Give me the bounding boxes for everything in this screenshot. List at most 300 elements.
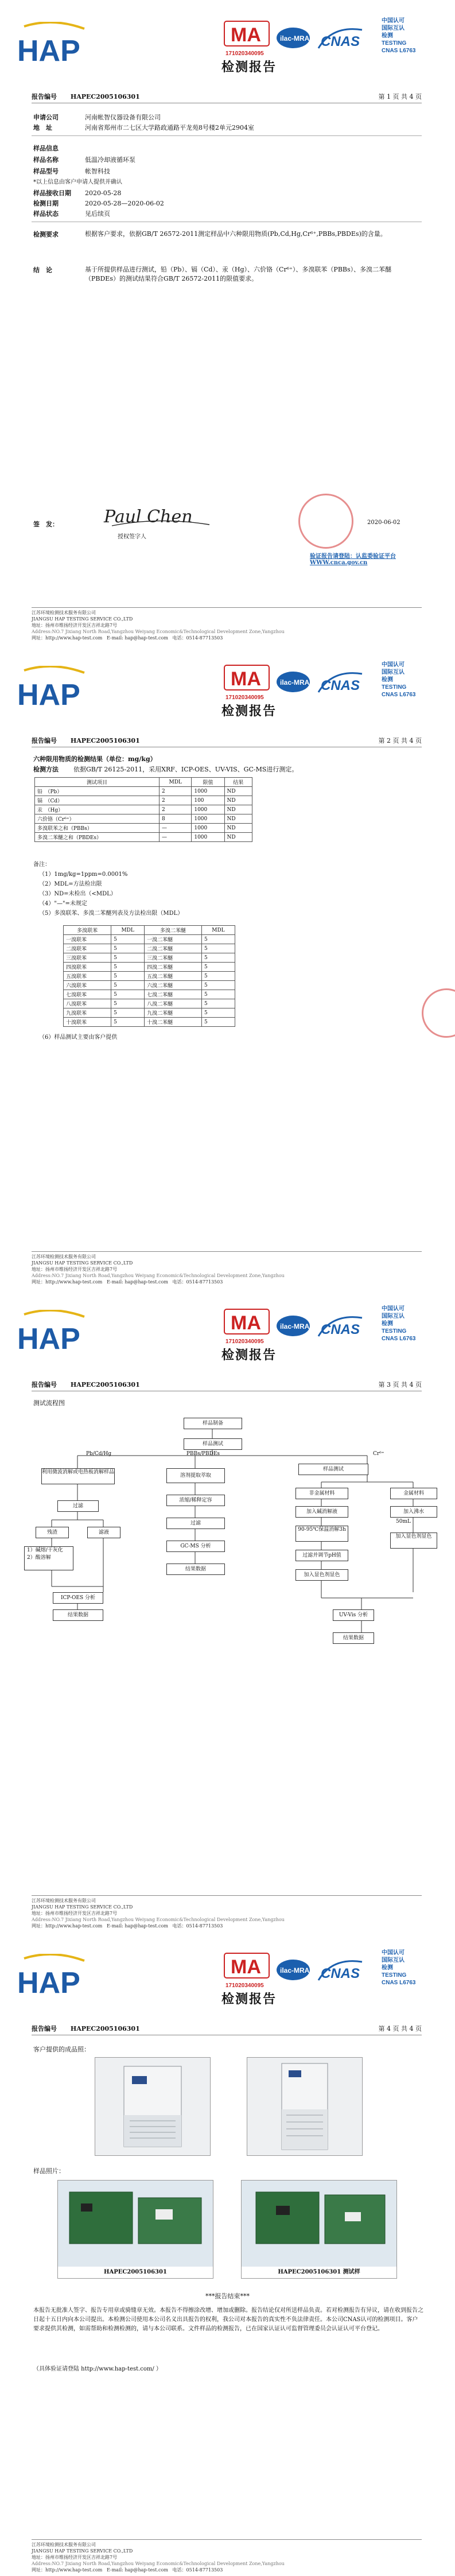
table-cell: 十溴二苯醚 <box>145 1018 202 1027</box>
cnas-line: CNAS L6763 <box>382 48 416 54</box>
photo-caption: HAPEC2005106301 测试样 <box>242 2267 396 2278</box>
svg-text:CNAS: CNAS <box>321 1322 360 1337</box>
table-cell: 5 <box>201 972 235 981</box>
flow-node-conc: 浓缩/稀释定容 <box>166 1495 225 1506</box>
table-cell: ND <box>224 814 252 824</box>
cnas-line: TESTING <box>382 1328 407 1334</box>
volume-label: 50mL <box>396 1519 411 1524</box>
cnas-line: 国际互认 <box>382 669 405 676</box>
report-end-mark: ***报告结束*** <box>205 2292 250 2300</box>
page-footer <box>32 2539 422 2573</box>
svg-text:MA: MA <box>231 668 261 690</box>
footer-company: 江苏环境检测技术服务有限公司 <box>32 2542 96 2547</box>
method-value: 依据GB/T 26125-2011，采用XRF、ICP-OES、UV-VIS、GC-MS进行测定。 <box>73 766 298 773</box>
branch-label: Pb/Cd/Hg <box>86 1451 112 1457</box>
cnas-line: TESTING <box>382 684 407 690</box>
cnas-line: 国际互认 <box>382 1957 405 1964</box>
table-cell: 5 <box>201 999 235 1008</box>
footer-company: 江苏环境检测技术服务有限公司 <box>32 1254 96 1259</box>
footer-address: 地址：扬州市维扬经济开发区吉祥北路7号 <box>32 1267 118 1272</box>
cnas-line: CNAS L6763 <box>382 692 416 698</box>
table-cell: 汞 （Hg） <box>35 805 160 814</box>
table-cell: 5 <box>201 944 235 953</box>
report-number-line <box>32 2024 422 2035</box>
svg-text:ilac-MRA: ilac-MRA <box>280 1322 310 1330</box>
footer-company-en: JIANGSU HAP TESTING SERVICE CO.,LTD <box>32 1260 133 1266</box>
status-value: 见后续页 <box>85 210 110 218</box>
table-cell: 1000 <box>192 833 224 842</box>
table-cell: 1000 <box>192 824 224 833</box>
table-row <box>35 805 252 814</box>
footer-tel: 电话：0514-87713503 <box>172 1279 223 1285</box>
footer-web[interactable]: 网址：http://www.hap-test.com <box>32 1923 103 1929</box>
svg-text:MA: MA <box>231 1312 261 1334</box>
flow-node-prep: 样品制备 <box>184 1418 242 1429</box>
col-header: MDL <box>111 926 145 935</box>
cnas-line: 检测 <box>382 33 393 39</box>
cma-code: 171020340095 <box>225 695 264 701</box>
col-header: 多溴二苯醚 <box>145 926 202 935</box>
report-no-label: 报告编号 <box>32 93 57 100</box>
table-row <box>64 953 235 963</box>
svg-text:HAP: HAP <box>17 1966 80 2000</box>
sample-photo-2 <box>241 2180 397 2279</box>
table-row <box>64 999 235 1008</box>
page-footer <box>32 607 422 641</box>
table-cell: 八溴联苯 <box>64 999 111 1008</box>
table-cell: 七溴联苯 <box>64 990 111 999</box>
col-header: 结果 <box>224 778 252 787</box>
recv-date-value: 2020-05-28 <box>85 189 122 197</box>
table-cell: ND <box>224 796 252 805</box>
address-label: 地 址 <box>33 124 52 131</box>
flow-node-boil: 加入沸水 <box>390 1506 437 1518</box>
table-row <box>64 981 235 990</box>
table-cell: 铅 （Pb） <box>35 787 160 796</box>
svg-text:HAP: HAP <box>17 1322 80 1356</box>
notes-block <box>33 860 183 918</box>
table-cell: 1000 <box>192 787 224 796</box>
col-header: 测试项目 <box>35 778 160 787</box>
table-cell: — <box>160 833 192 842</box>
cnas-logo-icon <box>315 669 365 695</box>
cnas-logo-icon <box>315 25 365 51</box>
hap-logo-icon <box>13 1310 90 1356</box>
report-no: HAPEC2005106301 <box>70 737 140 744</box>
table-cell: 8 <box>160 814 192 824</box>
table-row <box>64 972 235 981</box>
footer-email[interactable]: E-mail: hap@hap-test.com <box>107 2567 168 2573</box>
conclusion-label: 结 论 <box>33 266 52 274</box>
col-header: MDL <box>160 778 192 787</box>
report-no-label: 报告编号 <box>32 1381 57 1388</box>
footer-address: 地址：扬州市维扬经济开发区吉祥北路7号 <box>32 2555 118 2560</box>
cma-code: 171020340095 <box>225 1983 264 1989</box>
flow-node-test: 样品测试 <box>184 1438 242 1450</box>
note-item: （2）MDL=方法检出限 <box>39 881 102 887</box>
table-cell: 2 <box>160 796 192 805</box>
note-item: （1）1mg/kg=1ppm=0.0001% <box>39 871 128 878</box>
table-cell: 5 <box>201 963 235 972</box>
report-number-line <box>32 736 422 747</box>
table-cell: 一溴联苯 <box>64 935 111 944</box>
applicant-label: 申请公司 <box>33 114 59 121</box>
table-cell: 5 <box>201 1008 235 1018</box>
status-row <box>33 209 110 218</box>
flow-node-icp: ICP-OES 分析 <box>53 1592 103 1604</box>
table-cell: 五溴联苯 <box>64 972 111 981</box>
cnas-line: 检测 <box>382 1321 393 1327</box>
divider <box>32 135 422 136</box>
page-number: 第 2 页 共 4 页 <box>378 737 422 744</box>
flow-node-alkali: 加入碱消解液 <box>295 1506 348 1518</box>
svg-text:HAP: HAP <box>17 678 80 712</box>
branch-label: PBBs/PBDEs <box>186 1451 220 1457</box>
page-header <box>0 1288 455 1380</box>
footer-company: 江苏环境检测技术服务有限公司 <box>32 1898 96 1903</box>
flow-node-digest: 利用微波消解或电热板消解样品 <box>41 1468 115 1484</box>
svg-text:ilac-MRA: ilac-MRA <box>280 1966 310 1974</box>
table-cell: 5 <box>111 972 145 981</box>
footer-email[interactable]: E-mail: hap@hap-test.com <box>107 1923 168 1929</box>
flow-node-metal: 金属材料 <box>390 1488 437 1499</box>
authorized-signer: 授权签字人 <box>118 534 146 540</box>
table-cell: ND <box>224 805 252 814</box>
chiller-unit-icon <box>95 2058 210 2155</box>
footer-address-en: Address:NO.7 Jixiang North Road,Yangzhou Weiyang Economic&Technological Development Zone,Yangzhou <box>32 1917 285 1922</box>
flow-node-residue-note: 1）碱熔/干灰化 2）酸溶解 <box>24 1546 73 1570</box>
table-cell: 六价铬（Cr⁶⁺） <box>35 814 160 824</box>
ilac-mra-icon <box>275 25 311 51</box>
page-footer <box>32 1251 422 1285</box>
report-title: 检测报告 <box>221 1992 277 2007</box>
pbb-pbde-table <box>63 925 235 1027</box>
footer-web[interactable]: 网址：http://www.hap-test.com <box>32 1279 103 1285</box>
report-page-3 <box>0 1288 455 1932</box>
method-row <box>33 765 412 774</box>
svg-text:CNAS: CNAS <box>321 678 360 693</box>
test-date-value: 2020-05-28—2020-06-02 <box>85 200 164 207</box>
table-cell: 四溴联苯 <box>64 963 111 972</box>
cma-code: 171020340095 <box>225 1339 264 1345</box>
table-cell: — <box>160 824 192 833</box>
cnas-accreditation-text <box>382 1949 415 1987</box>
table-row <box>64 990 235 999</box>
table-cell: 5 <box>201 990 235 999</box>
hap-logo-icon <box>13 666 90 712</box>
cnas-accreditation-text <box>382 1305 415 1343</box>
footer-address-en: Address:NO.7 Jixiang North Road,Yangzhou Weiyang Economic&Technological Development Zone,Yangzhou <box>32 629 285 634</box>
cnas-line: 中国认可 <box>382 1306 405 1312</box>
table-row <box>35 824 252 833</box>
table-cell: 多溴联苯之和（PBBs） <box>35 824 160 833</box>
flow-node-color: 加入显色剂显色 <box>390 1533 437 1549</box>
table-cell: ND <box>224 824 252 833</box>
flow-node-data: 结果数据 <box>333 1632 374 1644</box>
report-number-line <box>32 92 422 103</box>
table-cell: 5 <box>111 963 145 972</box>
table-cell: 1000 <box>192 805 224 814</box>
sample-photo-title: 样品照片： <box>33 2167 65 2175</box>
table-cell: 5 <box>111 953 145 963</box>
circuit-board-icon <box>242 2181 396 2267</box>
cnas-accreditation-text <box>382 17 415 55</box>
circuit-board-icon <box>58 2181 213 2267</box>
cnas-line: 检测 <box>382 1965 393 1971</box>
table-cell: 5 <box>111 999 145 1008</box>
sign-date: 2020-06-02 <box>367 519 400 526</box>
client-note: *以上信息由客户申请人提供并确认 <box>33 179 122 185</box>
recv-date-label: 样品接收日期 <box>33 189 71 197</box>
col-header: 多溴联苯 <box>64 926 111 935</box>
cnas-line: 检测 <box>382 677 393 683</box>
cnas-logo-icon <box>315 1313 365 1339</box>
report-title: 检测报告 <box>221 60 277 75</box>
report-no: HAPEC2005106301 <box>70 93 140 100</box>
footer-company-en: JIANGSU HAP TESTING SERVICE CO.,LTD <box>32 1904 133 1910</box>
page-number: 第 1 页 共 4 页 <box>378 93 422 100</box>
report-no-label: 报告编号 <box>32 737 57 744</box>
flow-node-color: 加入显色剂显色 <box>295 1569 348 1581</box>
flow-node-filtrate: 滤液 <box>87 1527 120 1538</box>
cnas-line: TESTING <box>382 40 407 46</box>
cma-code: 171020340095 <box>225 51 264 57</box>
table-cell: ND <box>224 787 252 796</box>
footer-tel: 电话：0514-87713503 <box>172 2567 223 2573</box>
cnas-line: CNAS L6763 <box>382 1980 416 1986</box>
cnas-line: 国际互认 <box>382 1313 405 1320</box>
signature-text: Paul Chen <box>104 507 193 527</box>
address-row <box>33 123 254 132</box>
report-number-line <box>32 1380 422 1391</box>
table-cell: 五溴二苯醚 <box>145 972 202 981</box>
table-cell: 多溴二苯醚之和（PBDEs） <box>35 833 160 842</box>
table-cell: 九溴二苯醚 <box>145 1008 202 1018</box>
sign-label: 签 发： <box>33 521 59 528</box>
table-cell: 5 <box>111 944 145 953</box>
sample-name-value: 低温冷却液循环泵 <box>85 156 135 164</box>
verify-link[interactable]: 验证报告请登陆：认监委验证平台 WWW.cnca.gov.cn <box>310 553 396 566</box>
table-cell: 七溴二苯醚 <box>145 990 202 999</box>
cnas-line: 中国认可 <box>382 18 405 24</box>
results-table <box>34 777 252 842</box>
report-no: HAPEC2005106301 <box>70 1381 140 1388</box>
table-cell: 5 <box>201 981 235 990</box>
note-item: （6）样品测试主要由客户提供 <box>39 1034 118 1041</box>
method-label: 检测方法 <box>33 766 59 773</box>
table-cell: 十溴联苯 <box>64 1018 111 1027</box>
sample-model-label: 样品型号 <box>33 168 59 175</box>
report-page-4 <box>0 1932 455 2576</box>
table-header-row <box>64 926 235 935</box>
svg-text:CNAS: CNAS <box>321 34 360 49</box>
table-row <box>35 796 252 805</box>
flow-node-gcms: GC-MS 分析 <box>166 1541 225 1552</box>
footer-web[interactable]: 网址：http://www.hap-test.com <box>32 2567 103 2573</box>
ilac-mra-icon <box>275 1313 311 1339</box>
table-cell: 2 <box>160 787 192 796</box>
flow-node-extract: 溶剂提取萃取 <box>166 1468 225 1483</box>
table-row <box>64 1008 235 1018</box>
svg-text:ilac-MRA: ilac-MRA <box>280 34 310 42</box>
page-header <box>0 644 455 736</box>
test-date-label: 检测日期 <box>33 200 59 207</box>
sample-model-value: 帐智科技 <box>85 168 110 175</box>
svg-text:MA: MA <box>231 24 261 46</box>
requirement-row <box>33 230 412 239</box>
table-cell: 九溴联苯 <box>64 1008 111 1018</box>
ilac-mra-icon <box>275 669 311 695</box>
footer-company-en: JIANGSU HAP TESTING SERVICE CO.,LTD <box>32 616 133 622</box>
cnas-line: 中国认可 <box>382 1950 405 1956</box>
customer-photo-title: 客户提供的成品照： <box>33 2046 90 2053</box>
table-cell: 5 <box>111 1008 145 1018</box>
table-cell: 八溴二苯醚 <box>145 999 202 1008</box>
table-cell: 2 <box>160 805 192 814</box>
table-cell: 5 <box>111 990 145 999</box>
svg-text:CNAS: CNAS <box>321 1966 360 1981</box>
cnas-logo-icon <box>315 1957 365 1983</box>
test-date-row <box>33 199 164 208</box>
footer-tel: 电话：0514-87713503 <box>172 635 223 641</box>
flow-node-test: 样品测试 <box>298 1464 368 1475</box>
table-cell: 5 <box>111 1018 145 1027</box>
report-page-2 <box>0 644 455 1288</box>
address-value: 河南省郑州市二七区大学路政通路平龙苑8号楼2单元2904室 <box>85 124 254 131</box>
hap-logo-icon <box>13 1954 90 2000</box>
report-title: 检测报告 <box>221 1348 277 1363</box>
disclaimer-text: 本报告无批准人签字、报告专用章或骑缝章无效。本报告不得擦涂改增、增加或删除。报告结论仅对所送样品负责。若对检测报告有异议，请在收到报告之日起十五日内向本公司提出。本检测公司使用本公司名义出具报告的权利，我公司对本报告的真实性不负法律责任。本公司CNAS认可的检测项目。客户要求提供其检测，如需帮助和检测检测的，请与本公司联系。文件样品的检测报告，已在国家认证认可监督管理委员会认证认可平台登记。 <box>33 2307 423 2332</box>
table-cell: 镉 （Cd） <box>35 796 160 805</box>
footer-company: 江苏环境检测技术服务有限公司 <box>32 610 96 615</box>
cnas-line: CNAS L6763 <box>382 1336 416 1342</box>
table-cell: 5 <box>201 953 235 963</box>
table-header-row <box>35 778 252 787</box>
cnas-line: 国际互认 <box>382 25 405 32</box>
flow-node-nonmetal: 非金属材料 <box>295 1488 348 1499</box>
svg-text:ilac-MRA: ilac-MRA <box>280 678 310 686</box>
flow-node-ph: 过滤并调节pH值 <box>295 1550 348 1561</box>
sample-name-row <box>33 155 135 164</box>
col-header: MDL <box>201 926 235 935</box>
flow-node-filter: 过滤 <box>166 1518 225 1529</box>
table-cell: 5 <box>111 935 145 944</box>
ilac-mra-icon <box>275 1957 311 1983</box>
table-row <box>64 963 235 972</box>
verify-site[interactable]: （具体验证请登陆 http://www.hap-test.com/ ） <box>33 2366 162 2372</box>
footer-email[interactable]: E-mail: hap@hap-test.com <box>107 635 168 641</box>
seal-icon <box>422 988 455 1038</box>
applicant-value: 河南帐智仪器设备有限公司 <box>85 114 161 121</box>
status-label: 样品状态 <box>33 210 59 218</box>
requirement-value: 根据客户要求，依据GB/T 26572-2011测定样品中六种限用物质(Pb,Cd,Hg,Cr⁶⁺,PBBs,PBDEs)的含量。 <box>85 230 387 238</box>
results-heading: 六种限用物质的检测结果（单位：mg/kg） <box>33 755 157 763</box>
applicant-row <box>33 112 161 122</box>
flow-node-data: 结果数据 <box>53 1609 103 1621</box>
report-title: 检测报告 <box>221 704 277 719</box>
table-cell: 二溴二苯醚 <box>145 944 202 953</box>
footer-web[interactable]: 网址：http://www.hap-test.com <box>32 635 103 641</box>
cma-mark-icon <box>224 1309 270 1334</box>
table-cell: 一溴二苯醚 <box>145 935 202 944</box>
table-cell: 六溴联苯 <box>64 981 111 990</box>
footer-tel: 电话：0514-87713503 <box>172 1923 223 1929</box>
flow-node-uv: UV-Vis 分析 <box>333 1609 374 1621</box>
cma-mark-icon <box>224 665 270 690</box>
page-number: 第 4 页 共 4 页 <box>378 2025 422 2032</box>
table-row <box>64 1018 235 1027</box>
page-header <box>0 0 455 92</box>
report-no-label: 报告编号 <box>32 2025 57 2032</box>
table-cell: 1000 <box>192 814 224 824</box>
notes-title: 备注： <box>33 862 50 868</box>
table-cell: 三溴二苯醚 <box>145 953 202 963</box>
footer-address-en: Address:NO.7 Jixiang North Road,Yangzhou Weiyang Economic&Technological Development Zone,Yangzhou <box>32 1273 285 1278</box>
footer-company-en: JIANGSU HAP TESTING SERVICE CO.,LTD <box>32 2548 133 2554</box>
note-item: （5）多溴联苯、多溴二苯醚列表及方法检出限（MDL） <box>39 910 184 917</box>
footer-address: 地址：扬州市维扬经济开发区吉祥北路7号 <box>32 1911 118 1916</box>
table-cell: 5 <box>201 1018 235 1027</box>
table-row <box>64 944 235 953</box>
report-seal-icon <box>298 494 353 549</box>
table-cell: ND <box>224 833 252 842</box>
cma-mark-icon <box>224 1953 270 1978</box>
table-cell: 三溴联苯 <box>64 953 111 963</box>
cnas-line: TESTING <box>382 1972 407 1978</box>
table-cell: 5 <box>111 981 145 990</box>
photo-caption: HAPEC2005106301 <box>58 2267 213 2278</box>
page-number: 第 3 页 共 4 页 <box>378 1381 422 1388</box>
table-row <box>35 787 252 796</box>
table-cell: 5 <box>201 935 235 944</box>
recv-date-row <box>33 188 121 197</box>
chiller-unit-icon <box>247 2058 362 2155</box>
report-no: HAPEC2005106301 <box>70 2025 140 2032</box>
note-item: （4）"—"=未规定 <box>39 901 87 907</box>
report-page-1 <box>0 0 455 644</box>
col-header: 限值 <box>192 778 224 787</box>
flow-node-heat: 90-95℃保温消解3h <box>295 1526 348 1542</box>
flow-node-filter: 过滤 <box>57 1500 99 1512</box>
conclusion-value: 基于所提供样品进行测试，铅（Pb）、镉（Cd）、汞（Hg）、六价铬（Cr⁶⁺）、多溴联苯（PBBs）、多溴二苯醚（PBDEs）的测试结果符合GB/T 26572-2011的限值要求。 <box>85 266 392 282</box>
page-header <box>0 1932 455 2024</box>
table-row <box>35 814 252 824</box>
table-cell: 二溴联苯 <box>64 944 111 953</box>
hap-logo-icon <box>13 22 90 68</box>
sample-model-row <box>33 166 110 176</box>
note-item: （3）ND=未检出（<MDL） <box>39 891 116 897</box>
customer-photo-2 <box>247 2057 363 2156</box>
requirement-label: 检测要求 <box>33 231 59 238</box>
table-cell: 100 <box>192 796 224 805</box>
cma-mark-icon <box>224 21 270 46</box>
svg-text:HAP: HAP <box>17 34 80 68</box>
cnas-accreditation-text <box>382 661 415 699</box>
sample-photo-1 <box>57 2180 213 2279</box>
table-cell: 四溴二苯醚 <box>145 963 202 972</box>
table-row <box>35 833 252 842</box>
conclusion-row <box>33 265 412 284</box>
footer-address-en: Address:NO.7 Jixiang North Road,Yangzhou Weiyang Economic&Technological Development Zone,Yangzhou <box>32 2561 285 2566</box>
branch-label: Cr⁶⁺ <box>373 1451 384 1457</box>
flowchart-heading: 测试流程图 <box>33 1399 65 1407</box>
customer-photo-1 <box>95 2057 211 2156</box>
footer-email[interactable]: E-mail: hap@hap-test.com <box>107 1279 168 1285</box>
sample-name-label: 样品名称 <box>33 156 59 164</box>
svg-text:MA: MA <box>231 1956 261 1978</box>
signature-icon <box>100 499 215 531</box>
footer-address: 地址：扬州市维扬经济开发区吉祥北路7号 <box>32 623 118 628</box>
